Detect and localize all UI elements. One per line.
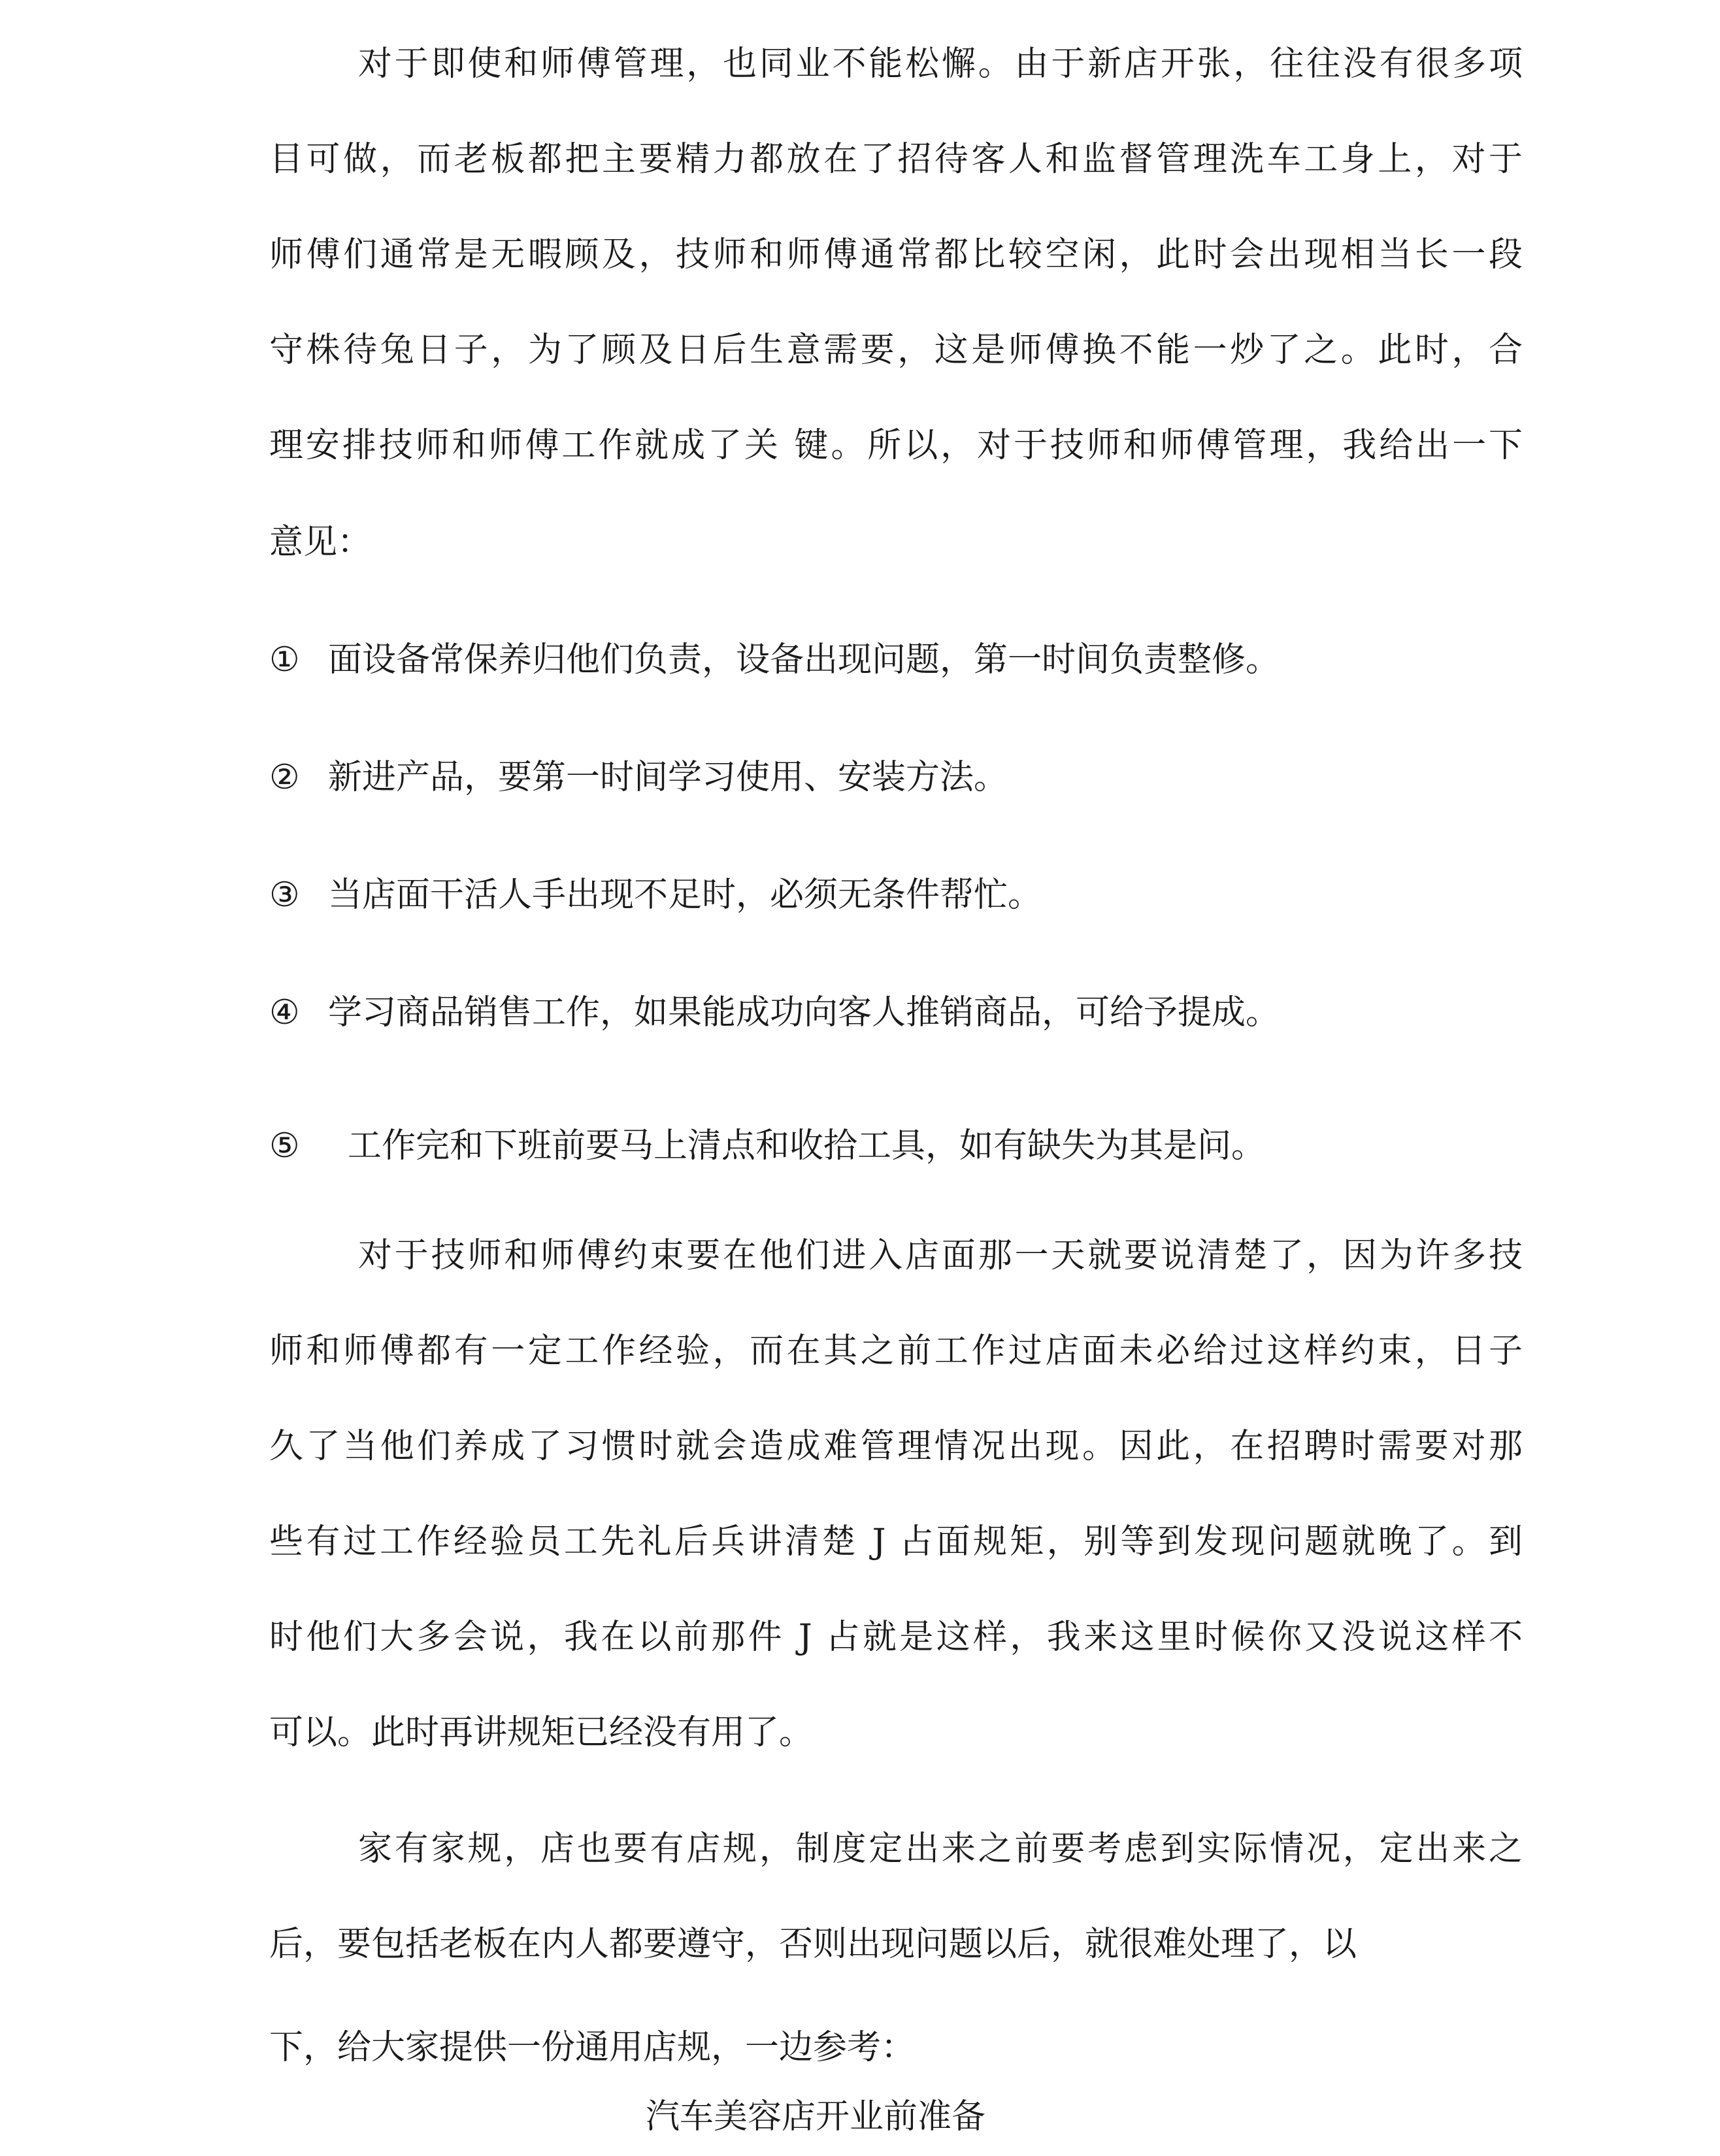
list-number: ③ — [269, 875, 300, 915]
paragraph-1-line-1: 对于即使和师傅管理，也同业不能松懈。由于新店开张，往往没有很多项 — [358, 44, 1523, 84]
paragraph-3-line-1: 家有家规，店也要有店规，制度定出来之前要考虑到实际情况，定出来之 — [358, 1829, 1523, 1869]
paragraph-2-line-6: 可以。此时再讲规矩已经没有用了。 — [269, 1713, 814, 1752]
paragraph-1-line-4: 守株待兔日子，为了顾及日后生意需要，这是师傅换不能一炒了之。此时，合 — [269, 331, 1523, 370]
paragraph-2-line-1: 对于技师和师傅约束要在他们进入店面那一天就要说清楚了，因为许多技 — [358, 1236, 1523, 1275]
paragraph-2-line-2: 师和师傅都有一定工作经验，而在其之前工作过店面未必给过这样约束，日子 — [269, 1331, 1523, 1371]
paragraph-1-line-6: 意见： — [269, 523, 372, 562]
list-text: 当店面干活人手出现不足时，必须无条件帮忙。 — [328, 875, 1042, 915]
paragraph-2-line-4: 些有过工作经验员工先礼后兵讲清楚 J 占面规矩，别等到发现问题就晚了。到 — [269, 1522, 1523, 1561]
list-item-5 — [269, 1126, 1265, 1166]
paragraph-2-line-3: 久了当他们养成了习惯时就会造成难管理情况出现。因此，在招聘时需要对那 — [269, 1427, 1523, 1466]
list-item-4 — [269, 993, 1280, 1032]
list-number: ④ — [269, 993, 300, 1032]
paragraph-1-line-5: 理安排技师和师傅工作就成了关 键。所以，对于技师和师傅管理，我给出一下 — [269, 426, 1523, 465]
list-item-2 — [269, 758, 1008, 797]
list-number: ① — [269, 640, 300, 679]
paragraph-3-line-2: 后，要包括老板在内人都要遵守，否则出现问题以后，就很难处理了，以 — [269, 1925, 1357, 1964]
list-number: ⑤ — [269, 1126, 300, 1166]
paragraph-1-line-2: 目可做，而老板都把主要精力都放在了招待客人和监督管理洗车工身上，对于 — [269, 140, 1523, 179]
section-heading: 汽车美容店开业前准备 — [646, 2097, 986, 2136]
list-text: 新进产品，要第一时间学习使用、安装方法。 — [328, 758, 1008, 797]
paragraph-1-line-3: 师傅们通常是无暇顾及，技师和师傅通常都比较空闲，此时会出现相当长一段 — [269, 235, 1523, 274]
paragraph-2-line-5: 时他们大多会说，我在以前那件 J 占就是这样，我来这里时候你又没说这样不 — [269, 1618, 1523, 1657]
list-text: 学习商品销售工作，如果能成功向客人推销商品，可给予提成。 — [328, 993, 1280, 1032]
paragraph-3-line-3: 下，给大家提供一份通用店规，一边参考： — [269, 2028, 916, 2067]
list-text: 工作完和下班前要马上清点和收拾工具，如有缺失为其是问。 — [348, 1126, 1266, 1166]
list-text: 面设备常保养归他们负责，设备出现问题，第一时间负责整修。 — [328, 640, 1280, 679]
list-item-1 — [269, 640, 1280, 679]
list-item-3 — [269, 875, 1042, 915]
list-number: ② — [269, 758, 300, 797]
